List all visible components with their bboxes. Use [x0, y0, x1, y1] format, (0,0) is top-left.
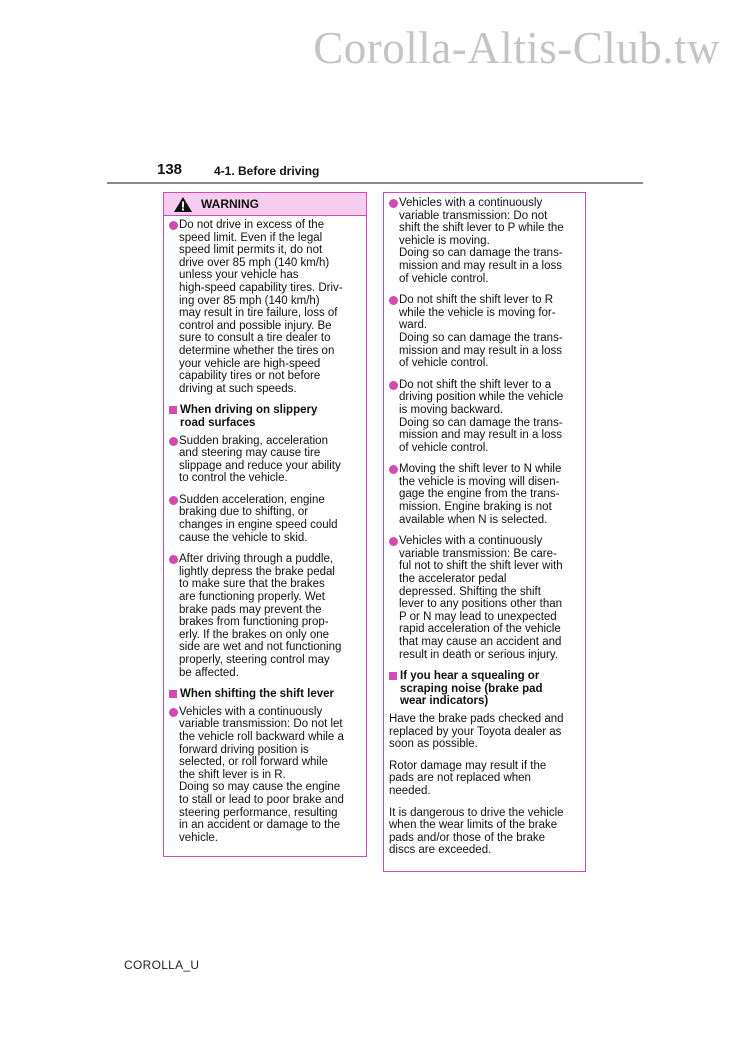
bullet-dot-icon [169, 708, 178, 717]
header-rule [107, 182, 643, 184]
bullet-dot-icon [389, 381, 398, 390]
square-bullet-icon [169, 690, 177, 698]
square-bullet-icon [169, 406, 177, 414]
text: Do not drive in excess of the speed limit. Even if the legal speed limit permits it, do not drive over 85 mph (140 km/h) unless your vehicle has high-speed capability tires. Driv- ing over 85 mph (140 km/h) may result in tire failure, loss of control and possible injury. Be sure to consult a tire dealer to determine whether the tires on your vehicle are high-speed capability tires or not before driving at such speeds. [179, 219, 343, 395]
bullet-dot-icon [169, 496, 178, 505]
text: Rotor damage may result if the pads are not replaced when needed. [389, 759, 547, 797]
text: Vehicles with a continuously variable transmission: Do not shift the shift lever to P while the vehicle is moving. Doing so can damage the trans- mission and may result in a loss of vehicle control. [399, 197, 564, 285]
paragraph [389, 807, 579, 857]
bullet-item [389, 535, 579, 661]
text: Moving the shift lever to N while the vehicle is moving will disen- gage the engine from the trans- mission. Engine braking is not available when N is selected. [399, 463, 562, 526]
text: When shifting the shift lever [180, 688, 334, 701]
warning-label: WARNING [201, 197, 259, 211]
text: If you hear a squealing or scraping noise (brake pad wear indicators) [400, 670, 543, 708]
bullet-item [169, 494, 360, 544]
subheading [169, 404, 360, 429]
text: Vehicles with a continuously variable transmission: Do not let the vehicle roll backward while a forward driving position is selected, or roll forward while the shift lever is in R. Doing so may cause the engine to stall or lead to poor brake and steering performance, resulting in an accident or damage to the vehicle. [179, 705, 344, 844]
text: Do not shift the shift lever to R while the vehicle is moving for- ward. Doing so can damage the trans- mission and may result in a loss of vehicle control. [399, 294, 563, 370]
bullet-item [389, 463, 579, 526]
footer-code: COROLLA_U [124, 958, 200, 972]
paragraph [389, 760, 579, 798]
page-header [107, 160, 643, 184]
bullet-item [169, 706, 360, 845]
right-column-body [384, 193, 585, 857]
bullet-item [389, 294, 579, 370]
text: It is dangerous to drive the vehicle when the wear limits of the brake pads and/or those of the brake discs are exceeded. [389, 806, 564, 857]
text: Sudden braking, acceleration and steering may cause tire slippage and reduce your ability to control the vehicle. [179, 434, 341, 485]
bullet-item [169, 435, 360, 485]
bullet-item [169, 553, 360, 679]
page-number: 138 [157, 161, 183, 178]
watermark: Corolla-Altis-Club.tw [313, 23, 720, 73]
bullet-dot-icon [389, 199, 398, 208]
left-column-body [164, 216, 366, 844]
bullet-item [169, 219, 360, 395]
warning-triangle-icon [173, 196, 193, 213]
bullet-dot-icon [169, 555, 178, 564]
section-title: 4-1. Before driving [214, 164, 320, 178]
bullet-item [389, 197, 579, 285]
paragraph [389, 713, 579, 751]
bullet-dot-icon [169, 221, 178, 230]
warning-box-right [383, 192, 586, 872]
text: When driving on slippery road surfaces [180, 404, 318, 429]
text: Have the brake pads checked and replaced by your Toyota dealer as soon as possible. [389, 712, 564, 751]
text: Sudden acceleration, engine braking due to shifting, or changes in engine speed could cause the vehicle to skid. [179, 493, 338, 544]
text: Vehicles with a continuously variable transmission: Be care- ful not to shift the shift lever with the accelerator pedal depressed. Shifting the shift lever to any positions other than P or N may lead to unexpected rapid acceleration of the vehicle that may cause an accident and result in death or serious injury. [399, 535, 563, 661]
bullet-dot-icon [389, 296, 398, 305]
bullet-dot-icon [389, 537, 398, 546]
bullet-dot-icon [169, 437, 178, 446]
warning-header [164, 193, 366, 216]
text: Do not shift the shift lever to a driving position while the vehicle is moving backward. Doing so can damage the trans- mission and may result in a loss of vehicle control. [399, 378, 564, 454]
bullet-item [389, 379, 579, 455]
text: After driving through a puddle, lightly depress the brake pedal to make sure that the brakes are functioning properly. Wet brake pads may prevent the brakes from functioning prop- erly. If the brakes on only one side are wet and not functioning properly, steering control may be affected. [179, 553, 342, 679]
square-bullet-icon [389, 672, 397, 680]
warning-box-left [163, 192, 367, 857]
bullet-dot-icon [389, 465, 398, 474]
subheading [169, 688, 360, 701]
subheading [389, 670, 579, 708]
